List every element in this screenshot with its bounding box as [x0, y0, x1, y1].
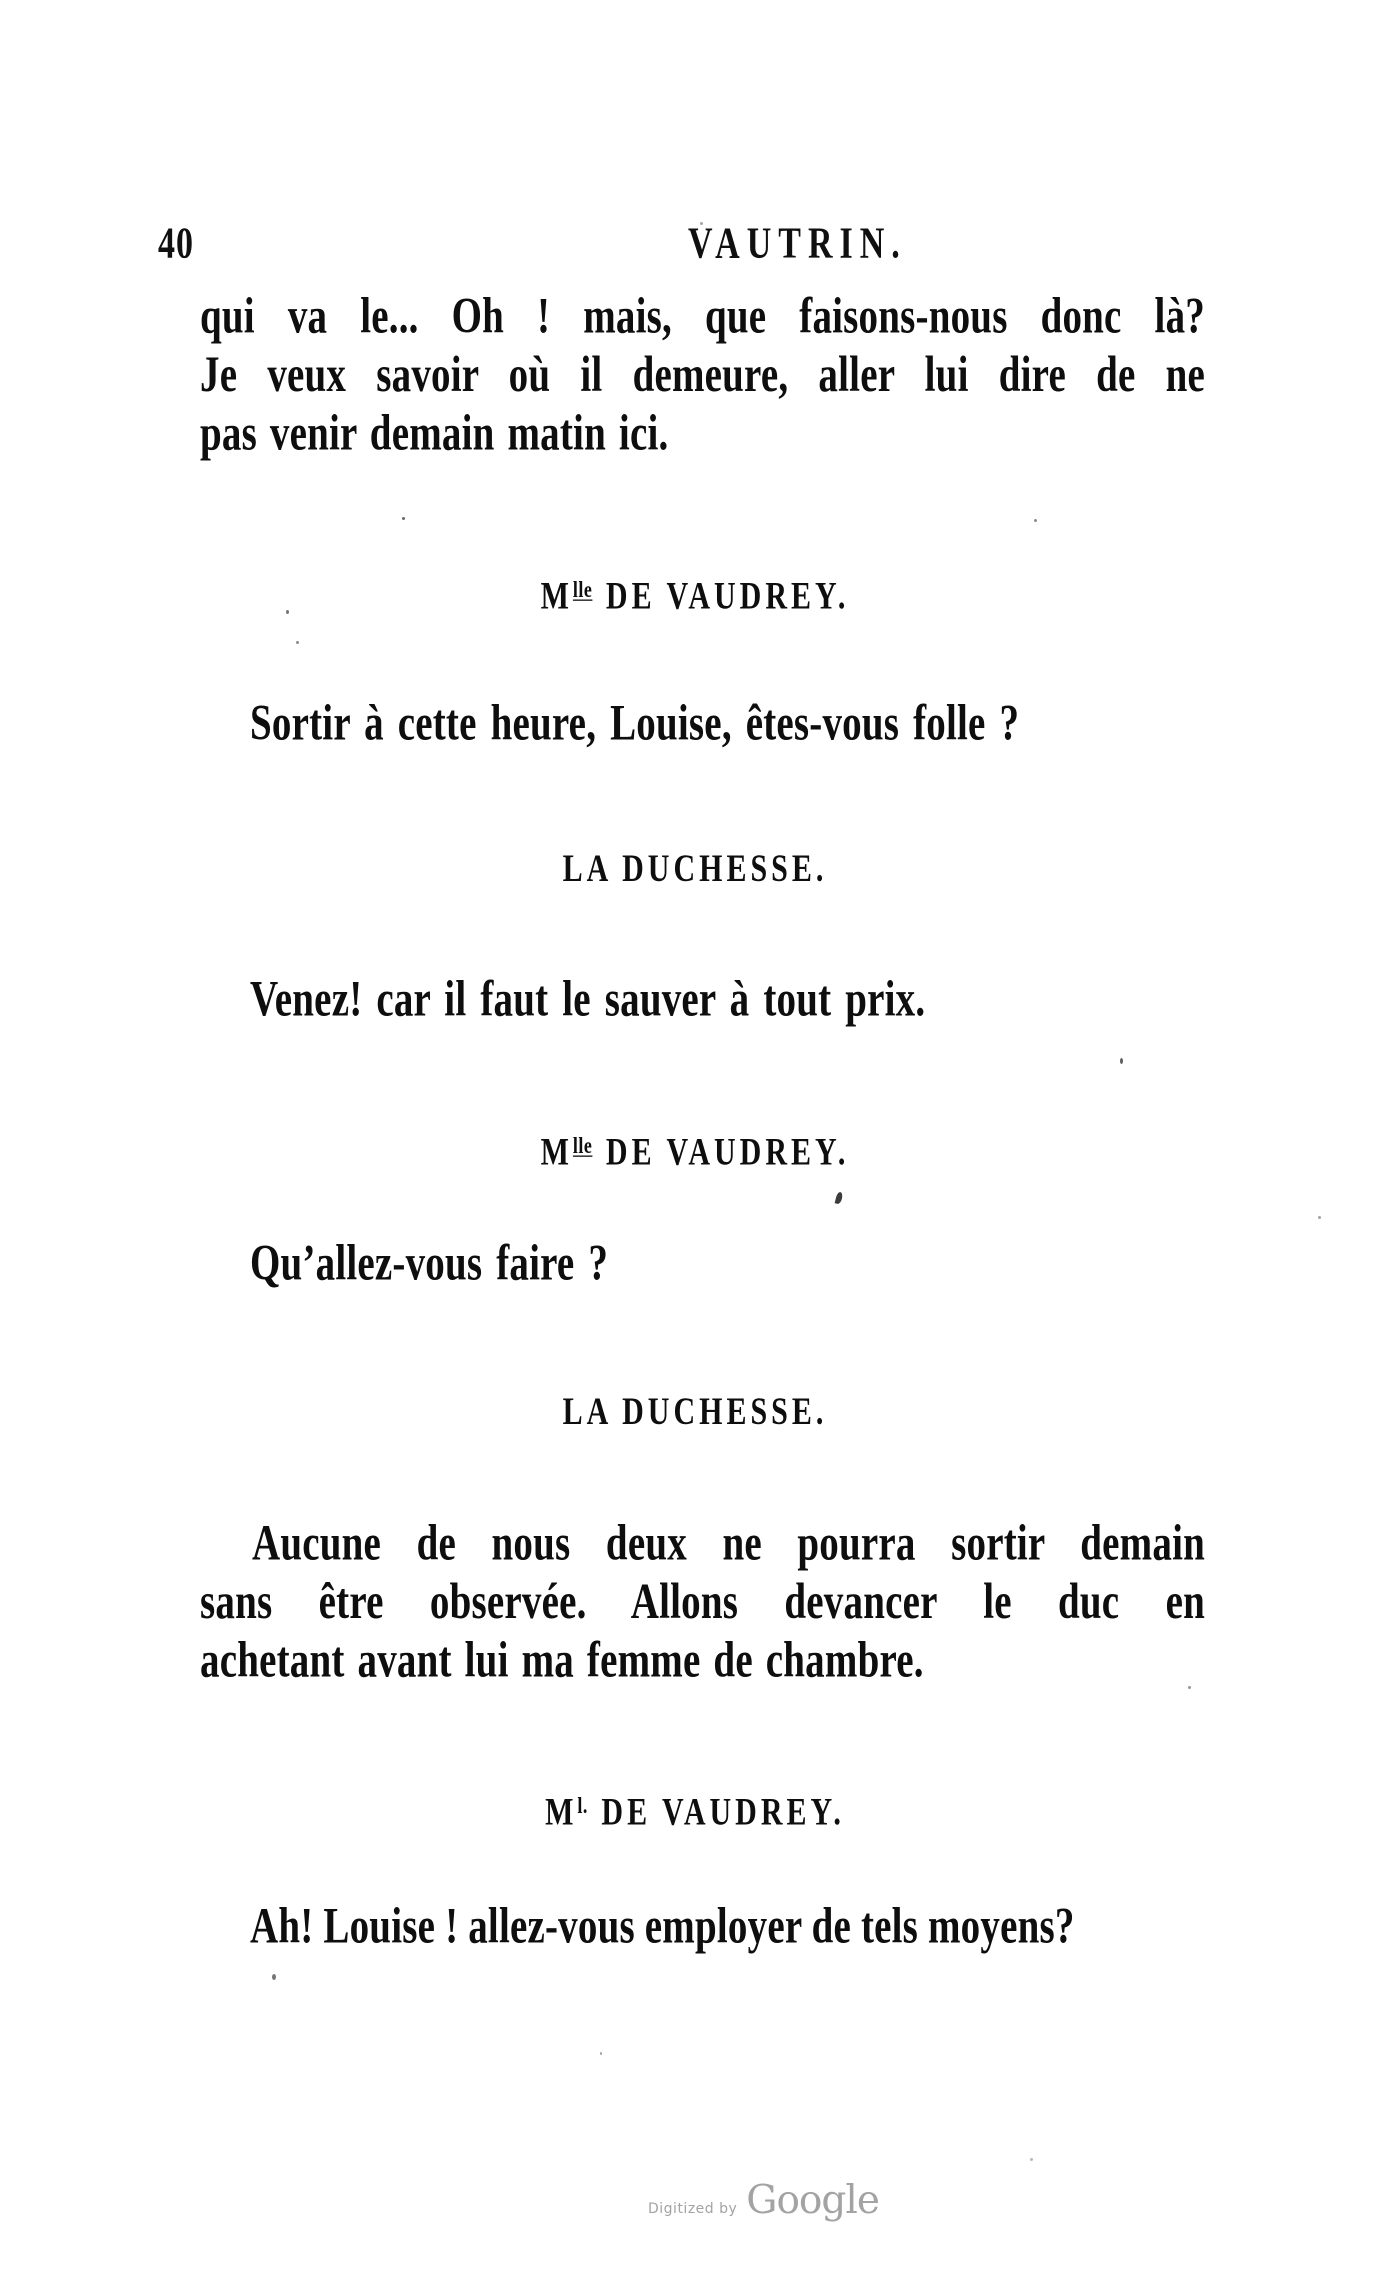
dialogue-line: Sortir à cette heure, Louise, êtes-vous folle ? — [250, 695, 1020, 752]
speaker-superscript: lle — [572, 1132, 593, 1159]
text-line: pas venir demain matin ici. — [200, 405, 669, 462]
speaker-heading — [195, 1390, 1195, 1434]
page-number: 40 — [158, 219, 194, 268]
speaker-name: LA DUCHESSE. — [562, 847, 828, 890]
ink-speck — [272, 1974, 276, 1980]
google-watermark — [648, 2178, 879, 2223]
ink-speck — [296, 641, 299, 644]
ink-speck — [600, 2052, 602, 2055]
ink-speck — [1120, 1058, 1123, 1064]
dialogue-line: Ah! Louise ! allez-vous employer de tels moyens? — [250, 1898, 1075, 1955]
google-logo: Google — [746, 2178, 879, 2223]
speaker-initial: M — [545, 1790, 578, 1834]
speaker-name: DE VAUDREY. — [605, 574, 850, 618]
speaker-heading — [195, 567, 1195, 619]
speaker-name: DE VAUDREY. — [601, 1790, 845, 1834]
text-line: achetant avant lui ma femme de chambre. — [200, 1632, 924, 1689]
paragraph — [200, 1514, 1205, 1690]
text-line: Je veux savoir où il demeure, aller lui dire de ne — [200, 346, 1205, 403]
ink-speck — [286, 610, 289, 614]
speaker-heading — [195, 1123, 1195, 1175]
running-title: VAUTRIN. — [688, 219, 907, 268]
digitized-by-label: Digitized by — [648, 2201, 738, 2217]
ink-speck — [835, 1191, 844, 1204]
ink-speck — [1030, 2158, 1033, 2161]
ink-speck — [1034, 519, 1037, 522]
paragraph — [200, 287, 1205, 463]
speaker-initial: M — [540, 1130, 573, 1174]
speaker-initial: M — [540, 574, 573, 618]
speaker-name: LA DUCHESSE. — [562, 1390, 828, 1433]
text-line: sans être observée. Allons devancer le duc en — [200, 1573, 1205, 1630]
speaker-heading — [195, 1783, 1195, 1835]
speaker-heading — [195, 847, 1195, 891]
dialogue-line: Qu’allez-vous faire ? — [250, 1235, 609, 1292]
dialogue-line: Venez! car il faut le sauver à tout prix. — [250, 971, 926, 1028]
text-line: Aucune de nous deux ne pourra sortir demain — [252, 1515, 1205, 1572]
ink-speck — [1188, 1686, 1191, 1689]
speaker-name: DE VAUDREY. — [605, 1130, 850, 1174]
ink-speck — [1318, 1216, 1321, 1219]
speaker-superscript: l. — [577, 1792, 588, 1819]
speaker-superscript: lle — [572, 576, 593, 603]
text-line: qui va le... Oh ! mais, que faisons-nous donc là? — [200, 288, 1205, 345]
ink-speck — [700, 222, 703, 225]
ink-speck — [402, 517, 405, 520]
